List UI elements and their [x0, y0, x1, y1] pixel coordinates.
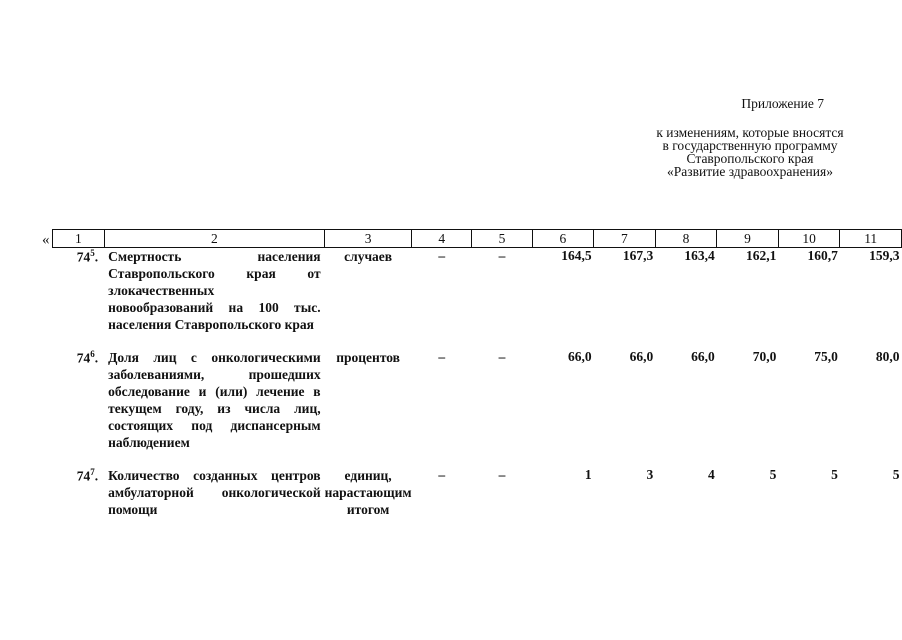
- row-number: $74^6$.: [76, 349, 99, 366]
- value-cell: 162,1: [745, 248, 777, 263]
- unit-cell: процентов: [336, 350, 400, 365]
- row-number: $74^5$.: [76, 248, 99, 265]
- unit-cell: единиц, нарастающим итогом: [324, 468, 412, 517]
- column-header: 9: [717, 230, 779, 248]
- column-header: 4: [412, 230, 472, 248]
- appendix-title: Приложение 7: [741, 96, 824, 111]
- value-cell: 164,5: [561, 248, 592, 263]
- value-cell: 66,0: [568, 349, 592, 364]
- header-line: в государственную программу: [662, 138, 838, 153]
- indicator-description: Количество созданных центров амбулаторной онкологической помощи: [108, 468, 321, 517]
- value-cell: 160,7: [807, 248, 838, 263]
- indicator-description: Доля лиц с онкологическими заболеваниями, прошедших обследование и (или) лечение в текущем году, из числа лиц, состоящих под диспансерным наблюдением: [108, 350, 321, 450]
- value-cell: 5: [769, 467, 777, 482]
- value-cell: 3: [646, 467, 654, 482]
- value-cell: 167,3: [622, 248, 654, 263]
- value-cell: 163,4: [684, 248, 715, 263]
- value-cell: –: [498, 467, 506, 482]
- value-cell: –: [438, 467, 446, 482]
- column-header: 8: [655, 230, 717, 248]
- value-cell: –: [438, 248, 446, 263]
- appendix-header: [620, 96, 880, 178]
- value-cell: 75,0: [814, 349, 838, 364]
- indicators-table: [52, 229, 902, 518]
- value-cell: –: [498, 349, 506, 364]
- column-header: 11: [840, 230, 902, 248]
- value-cell: 5: [831, 467, 838, 482]
- header-line: к изменениям, которые вносятся: [656, 125, 844, 140]
- value-cell: 5: [892, 467, 900, 482]
- column-header: 6: [532, 230, 594, 248]
- header-line: Ставропольского края: [686, 151, 814, 166]
- column-header: 10: [778, 230, 840, 248]
- value-cell: 66,0: [629, 349, 654, 364]
- opening-quote: «: [42, 232, 50, 248]
- value-cell: –: [498, 248, 506, 263]
- value-cell: 70,0: [752, 349, 777, 364]
- value-cell: 80,0: [875, 349, 900, 364]
- column-header: 7: [594, 230, 656, 248]
- column-header: 1: [53, 230, 105, 248]
- table-row: [53, 467, 902, 518]
- value-cell: 66,0: [691, 349, 715, 364]
- column-header: 2: [104, 230, 324, 248]
- value-cell: 1: [584, 467, 592, 482]
- indicator-description: Смертность населения Ставропольского края от злокачественных новообразований на 100 тыс. населения Ставропольского края: [108, 249, 321, 332]
- column-header: 5: [472, 230, 532, 248]
- row-number: $74^7$.: [76, 467, 99, 484]
- header-line: «Развитие здравоохранения»: [667, 164, 833, 179]
- table-row: [53, 248, 902, 334]
- column-number-row: [53, 230, 902, 248]
- unit-cell: случаев: [344, 249, 393, 264]
- value-cell: 159,3: [869, 248, 900, 263]
- value-cell: 4: [708, 467, 715, 482]
- column-header: 3: [325, 230, 412, 248]
- table-row: [53, 349, 902, 451]
- value-cell: –: [438, 349, 446, 364]
